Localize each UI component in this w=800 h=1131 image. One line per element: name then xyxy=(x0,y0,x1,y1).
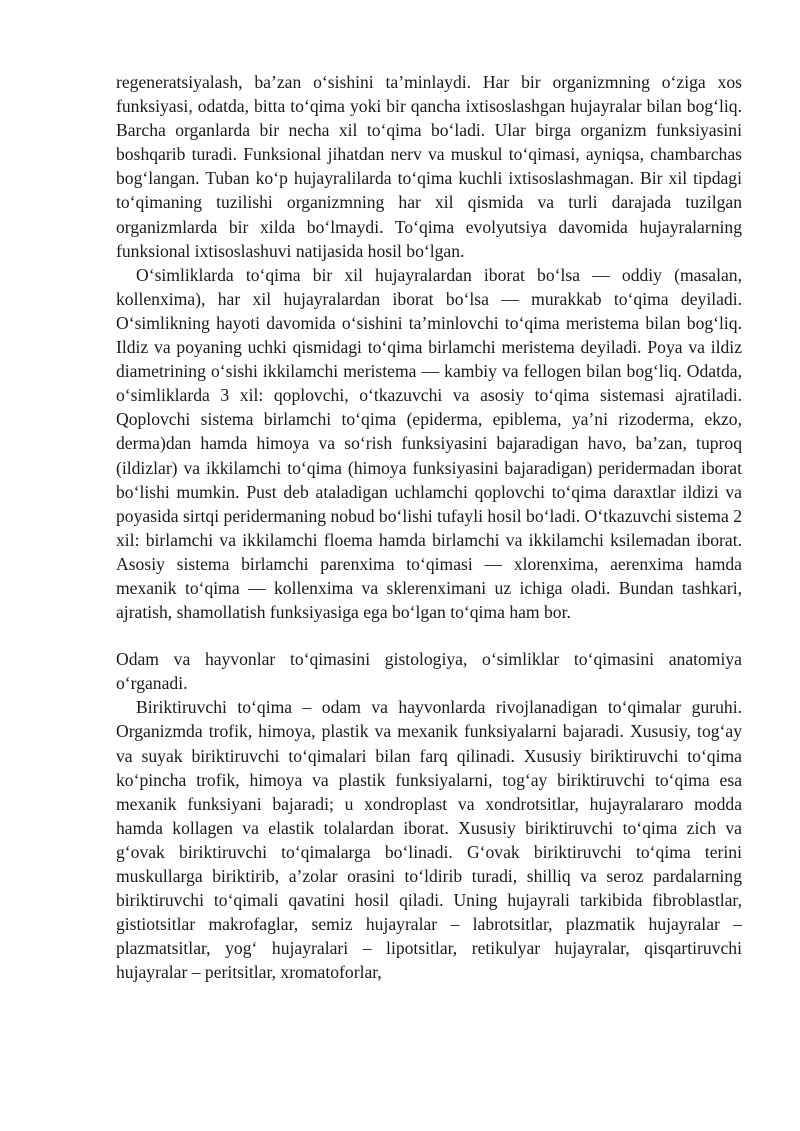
paragraph-connective-tissue: Biriktiruvchi to‘qima – odam va hayvonlarda rivojlanadigan to‘qimalar guruhi. Organizmda trofik, himoya, plastik va mexanik funksiyalarni bajaradi. Xususiy, tog‘ay va suyak biriktiruvchi to‘qimalari bilan farq qilinadi. Xususiy biriktiruvchi to‘qima ko‘pincha trofik, himoya va plastik funksiyalarni, tog‘ay biriktiruvchi to‘qima esa mexanik funksiyani bajaradi; u xondroplast va xondrotsitlar, hujayralararo modda hamda kollagen va elastik tolalardan iborat. Xususiy biriktiruvchi to‘qima zich va g‘ovak biriktiruvchi to‘qimalarga bo‘linadi. G‘ovak biriktiruvchi to‘qima terini muskullarga biriktirib, a’zolar orasini to‘ldirib turadi, shilliq va seroz pardalarning biriktiruvchi to‘qimali qavatini hosil qiladi. Uning hujayrali tarkibida fibroblastlar, gistiotsitlar makrofaglar, semiz hujayralar – labrotsitlar, plazmatik hujayralar – plazmatsitlar, yog‘ hujayralari – lipotsitlar, retikulyar hujayralar, qisqartiruvchi hujayralar – peritsitlar, xromatoforlar, xyxy=(116,697,742,983)
paragraph-tissue-function: regeneratsiyalash, ba’zan o‘sishini ta’minlaydi. Har bir organizmning o‘ziga xos funksiyasi, odatda, bitta to‘qima yoki bir qancha ixtisoslashgan hujayralar bilan bog‘liq. Barcha organlarda bir necha xil to‘qima bo‘ladi. Ular birga organizm funksiyasini boshqarib turadi. Funksional jihatdan nerv va muskul to‘qimasi, ayniqsa, chambarchas bog‘langan. Tuban ko‘p hujayralilarda to‘qima kuchli ixtisoslashmagan. Bir xil tipdagi to‘qimaning tuzilishi organizmning har xil qismida va turli darajada tuzilgan organizmlarda bir xilda bo‘lmaydi. To‘qima evolyutsiya davomida hujayralarning funksional ixtisoslashuvi natijasida hosil bo‘lgan. xyxy=(116,72,742,261)
paragraph-plant-tissues: O‘simliklarda to‘qima bir xil hujayralardan iborat bo‘lsa — oddiy (masalan, kollenxima), har xil hujayralardan iborat bo‘lsa — murakkab to‘qima deyiladi. O‘simlikning hayoti davomida o‘sishini ta’minlovchi to‘qima meristema bilan bog‘liq. Ildiz va poyaning uchki qismidagi to‘qima birlamchi meristema deyiladi. Poya va ildiz diametrining o‘sishi ikkilamchi meristema — kambiy va fellogen bilan bog‘liq. Odatda, o‘simliklarda 3 xil: qoplovchi, o‘tkazuvchi va asosiy to‘qima sistemasi ajratiladi. Qoplovchi sistema birlamchi to‘qima (epiderma, epiblema, ya’ni rizoderma, ekzo, derma)dan hamda himoya va so‘rish funksiyasini bajaradigan havo, ba’zan, tuproq (ildizlar) va ikkilamchi to‘qima (himoya funksiyasini bajaradigan) peridermadan iborat bo‘lishi mumkin. Pust deb ataladigan uchlamchi qoplovchi to‘qima daraxtlar ildizi va poyasida sirtqi peridermaning nobud bo‘lishi tufayli hosil bo‘ladi. O‘tkazuvchi sistema 2 xil: birlamchi va ikkilamchi floema hamda birlamchi va ikkilamchi ksilemadan iborat. Asosiy sistema birlamchi parenxima to‘qimasi — xlorenxima, aerenxima hamda mexanik to‘qima — kollenxima va sklerenximani uz ichiga oladi. Bundan tashkari, ajratish, shamollatish funksiyasiga ega bo‘lgan to‘qima ham bor. xyxy=(116,264,742,623)
paragraph-spacer xyxy=(116,624,742,647)
document-page xyxy=(116,70,742,984)
paragraph-histology-anatomy: Odam va hayvonlar to‘qimasini gistologiya, o‘simliklar to‘qimasini anatomiya o‘rganadi. xyxy=(116,649,742,694)
